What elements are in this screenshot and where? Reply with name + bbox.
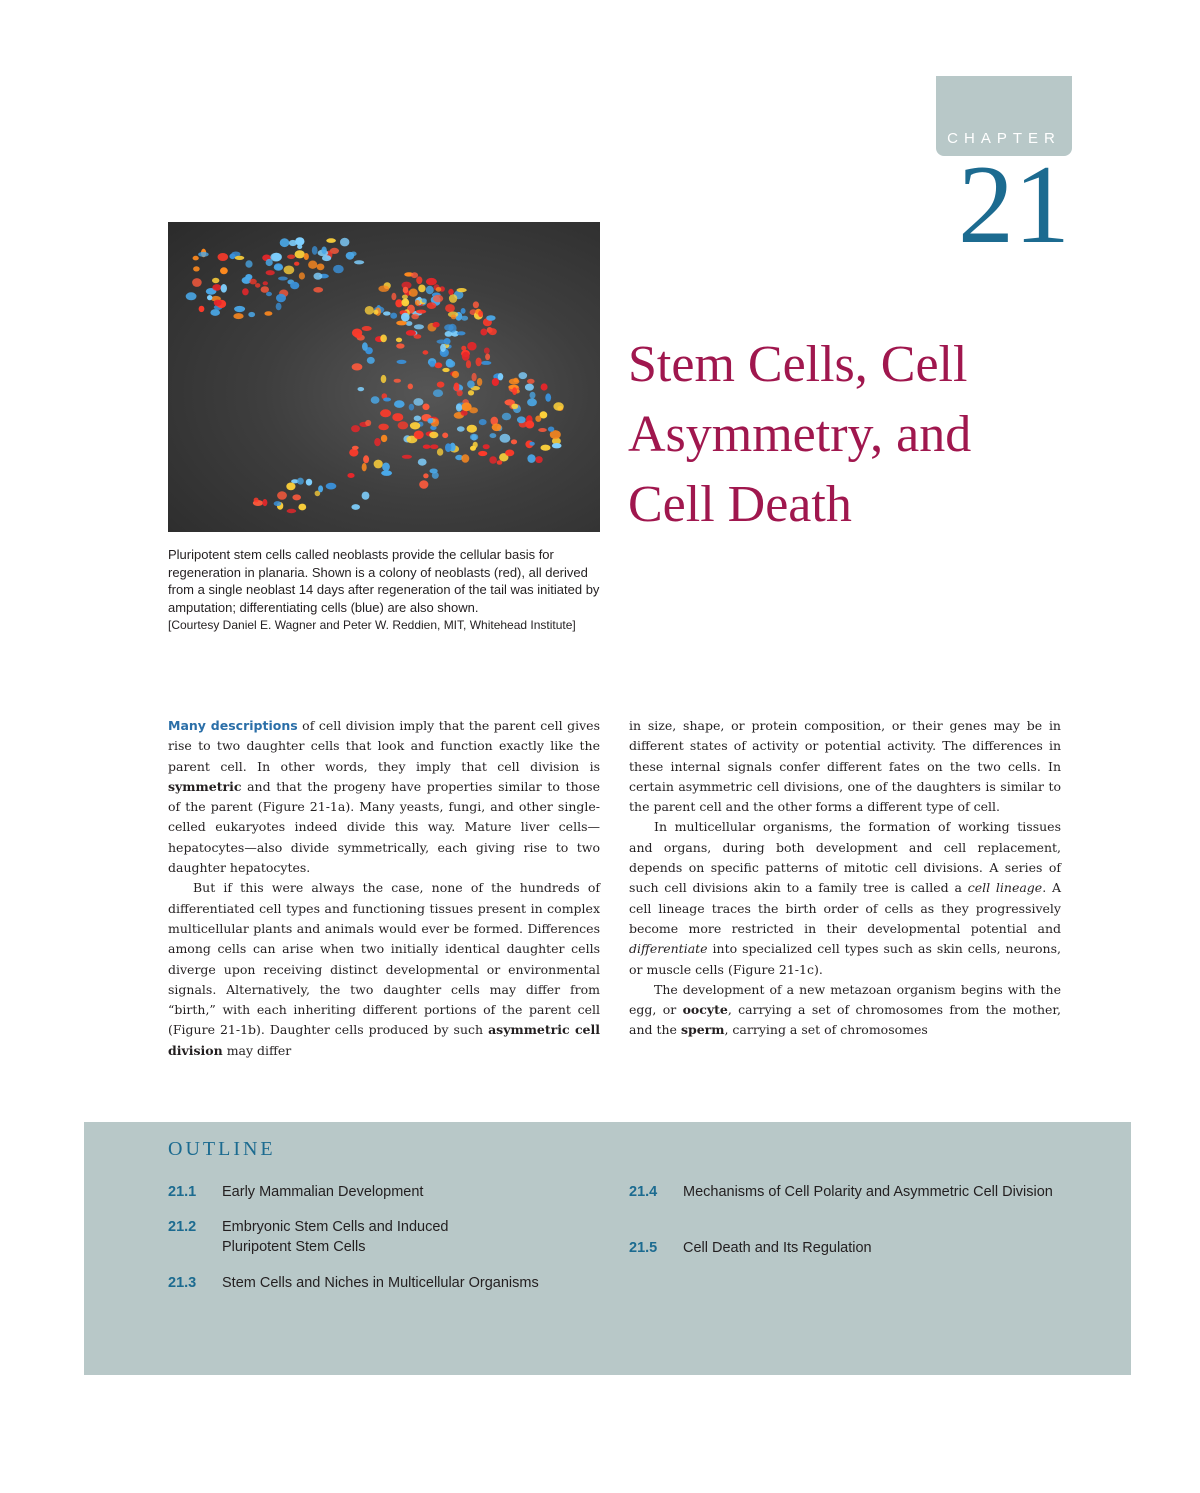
fluorescent-cell: [401, 299, 409, 307]
p5-text-2: , carrying a set of chromosomes from the mother, and the: [629, 1002, 1061, 1038]
fluorescent-cell: [314, 273, 323, 280]
fluorescent-cell: [461, 308, 466, 314]
fluorescent-cell: [306, 479, 312, 486]
paragraph-5: [629, 980, 1061, 1041]
fluorescent-cell: [427, 418, 433, 424]
fluorescent-cell: [193, 266, 200, 271]
fluorescent-cell: [519, 372, 528, 379]
p5-text-1: The development of a new metazoan organism begins with the egg, or: [629, 981, 1061, 1018]
fluorescent-cell: [312, 246, 318, 255]
fluorescent-cell: [433, 389, 443, 397]
fluorescent-cell: [451, 315, 457, 320]
caption-credit: [Courtesy Daniel E. Wagner and Peter W. Reddien, MIT, Whitehead Institute]: [168, 618, 576, 633]
fluorescent-cell: [411, 314, 419, 320]
chapter-number: 21: [958, 143, 1070, 267]
fluorescent-cell: [429, 361, 435, 368]
chapter-label: CHAPTER: [947, 130, 1061, 147]
fluorescent-cell: [287, 509, 297, 513]
term-asymmetric-cell-division: asymmetric cell division: [168, 1022, 601, 1058]
term-oocyte: oocyte: [682, 1002, 728, 1018]
fluorescent-cell: [294, 262, 299, 266]
fluorescent-cell: [266, 259, 273, 266]
fluorescent-cell: [321, 247, 326, 255]
fluorescent-cell: [452, 371, 459, 378]
lead-in: Many descriptions: [168, 718, 298, 733]
fluorescent-cell: [480, 329, 487, 336]
micrograph-cells: [168, 222, 600, 532]
fluorescent-cell: [261, 286, 269, 293]
fluorescent-cell: [488, 328, 496, 335]
fluorescent-cell: [553, 402, 563, 410]
fluorescent-cell: [423, 445, 431, 449]
p4-text-3: into specialized cell types such as skin cells, neurons, or muscle cells (Figure 21-1c).: [629, 941, 1061, 977]
fluorescent-cell: [513, 378, 518, 383]
fluorescent-cell: [530, 392, 536, 399]
fluorescent-cell: [284, 266, 295, 275]
outline-item-number: 21.4: [629, 1184, 658, 1200]
fluorescent-cell: [218, 253, 229, 261]
fluorescent-cell: [457, 288, 467, 292]
fluorescent-cell: [467, 342, 476, 351]
fluorescent-cell: [442, 368, 449, 372]
fluorescent-cell: [394, 400, 405, 408]
fluorescent-cell: [484, 348, 490, 354]
fluorescent-cell: [446, 359, 454, 368]
outline-item-title: Cell Death and Its Regulation: [683, 1240, 872, 1256]
fluorescent-cell: [277, 491, 287, 500]
fluorescent-cell: [448, 289, 453, 295]
fluorescent-cell: [382, 463, 390, 472]
fluorescent-cell: [454, 383, 460, 392]
fluorescent-cell: [473, 301, 479, 308]
fluorescent-cell: [286, 483, 295, 491]
fluorescent-cell: [490, 433, 497, 438]
fluorescent-cell: [527, 454, 535, 463]
fluorescent-cell: [289, 240, 297, 246]
fluorescent-cell: [411, 272, 418, 278]
fluorescent-cell: [472, 373, 477, 381]
fluorescent-cell: [416, 310, 426, 314]
fluorescent-cell: [414, 416, 421, 422]
fluorescent-cell: [367, 357, 375, 364]
outline-item[interactable]: [168, 1273, 608, 1297]
fluorescent-cell: [326, 483, 337, 490]
outline-item[interactable]: [629, 1238, 1069, 1262]
fluorescent-cell: [477, 378, 482, 386]
fluorescent-cell: [380, 409, 391, 417]
fluorescent-cell: [444, 338, 451, 345]
fluorescent-cell: [505, 450, 514, 457]
outline-item[interactable]: [168, 1217, 608, 1261]
outline-item-title: Stem Cells and Niches in Multicellular Organisms: [222, 1275, 539, 1291]
fluorescent-cell: [429, 432, 438, 439]
fluorescent-cell: [427, 302, 437, 309]
fluorescent-cell: [489, 456, 497, 463]
fluorescent-cell: [409, 289, 418, 297]
fluorescent-cell: [358, 387, 365, 391]
title-line-1: Stem Cells, Cell: [628, 336, 968, 393]
fluorescent-cell: [467, 380, 475, 388]
fluorescent-cell: [270, 253, 281, 262]
fluorescent-cell: [469, 407, 478, 413]
outline-heading: OUTLINE: [168, 1138, 276, 1160]
fluorescent-cell: [448, 324, 456, 333]
fluorescent-cell: [483, 444, 490, 449]
fluorescent-cell: [193, 256, 199, 261]
fluorescent-cell: [278, 277, 288, 281]
fluorescent-cell: [214, 300, 222, 306]
fluorescent-cell: [529, 442, 534, 446]
fluorescent-cell: [525, 421, 534, 429]
outline-item[interactable]: [629, 1182, 1069, 1226]
fluorescent-cell: [266, 292, 272, 296]
fluorescent-cell: [381, 470, 392, 476]
fluorescent-cell: [380, 335, 387, 343]
fluorescent-cell: [207, 295, 212, 300]
fluorescent-cell: [298, 504, 306, 511]
fluorescent-cell: [362, 342, 368, 351]
fluorescent-cell: [413, 398, 423, 406]
fluorescent-cell: [362, 463, 367, 471]
fluorescent-cell: [255, 283, 260, 288]
fluorescent-cell: [234, 306, 245, 312]
fluorescent-cell: [351, 504, 360, 510]
fluorescent-cell: [254, 498, 259, 503]
fluorescent-cell: [410, 422, 420, 429]
outline-item-number: 21.3: [168, 1275, 197, 1291]
fluorescent-cell: [383, 311, 391, 315]
fluorescent-cell: [352, 446, 359, 450]
paragraph-2: [168, 878, 600, 1061]
fluorescent-cell: [462, 352, 470, 361]
fluorescent-cell: [423, 473, 428, 478]
fluorescent-cell: [403, 287, 409, 294]
fluorescent-cell: [392, 413, 403, 421]
fluorescent-cell: [468, 390, 474, 395]
fluorescent-cell: [292, 494, 301, 500]
fluorescent-cell: [445, 304, 455, 312]
fluorescent-cell: [297, 478, 304, 485]
fluorescent-cell: [470, 446, 476, 451]
fluorescent-cell: [511, 404, 518, 409]
fluorescent-cell: [192, 278, 202, 287]
fluorescent-cell: [276, 294, 286, 303]
fluorescent-cell: [297, 244, 302, 249]
fluorescent-cell: [478, 451, 487, 456]
p2-text-1: But if this were always the case, none of the hundreds of differentiated cell types and functioning tissues present in complex multicellular plants and animals would ever be formed. Differences among cells can arise when two initially identical daughter cells diverge upon receiving distinct developmental or environmental signals. Alternatively, the two daughter cells may differ from “birth,” with each inheriting different portions of the parent cell (Figure 21-1b). Daughter cells produced by such: [168, 880, 600, 1038]
fluorescent-cell: [423, 350, 429, 354]
fluorescent-cell: [418, 459, 427, 466]
fluorescent-cell: [346, 252, 355, 260]
fluorescent-cell: [481, 361, 492, 365]
fluorescent-cell: [527, 398, 537, 406]
fluorescent-cell: [242, 288, 249, 295]
fluorescent-cell: [433, 322, 440, 328]
fluorescent-cell: [351, 425, 360, 432]
body-column-right: [629, 716, 1061, 1041]
fluorescent-cell: [402, 455, 412, 459]
fluorescent-cell: [212, 278, 219, 283]
fluorescent-cell: [299, 272, 305, 279]
outline-item-title: Early Mammalian Development: [222, 1184, 424, 1200]
fluorescent-cell: [408, 384, 413, 390]
fluorescent-cell: [245, 260, 252, 268]
fluorescent-cell: [396, 343, 404, 348]
fluorescent-cell: [430, 444, 438, 449]
fluorescent-cell: [445, 443, 451, 452]
fluorescent-cell: [466, 360, 471, 368]
fluorescent-cell: [317, 264, 325, 271]
fluorescent-cell: [280, 238, 290, 247]
fluorescent-cell: [313, 287, 323, 293]
fluorescent-cell: [437, 448, 443, 456]
fluorescent-cell: [340, 238, 349, 247]
fluorescent-cell: [381, 435, 387, 442]
term-differentiate: differentiate: [629, 941, 708, 957]
fluorescent-cell: [220, 267, 228, 274]
fluorescent-cell: [456, 404, 462, 412]
fluorescent-cell: [290, 282, 299, 290]
fluorescent-cell: [467, 425, 477, 433]
fluorescent-cell: [548, 427, 554, 432]
fluorescent-cell: [349, 449, 358, 457]
fluorescent-cell: [333, 265, 344, 273]
fluorescent-cell: [418, 285, 425, 293]
fluorescent-cell: [354, 260, 364, 264]
fluorescent-cell: [541, 383, 548, 390]
fluorescent-cell: [352, 363, 363, 370]
fluorescent-cell: [486, 315, 495, 321]
fluorescent-cell: [527, 379, 535, 384]
fluorescent-cell: [552, 443, 562, 448]
fluorescent-cell: [485, 354, 490, 361]
fluorescent-cell: [221, 284, 227, 293]
fluorescent-cell: [229, 254, 235, 260]
fluorescent-cell: [440, 344, 446, 352]
fluorescent-cell: [492, 424, 502, 432]
fluorescent-cell: [381, 375, 387, 383]
outline-item-number: 21.2: [168, 1219, 197, 1235]
fluorescent-cell: [390, 313, 397, 319]
fluorescent-cell: [437, 382, 445, 388]
fluorescent-cell: [435, 362, 443, 368]
body-column-left: [168, 716, 600, 1061]
fluorescent-cell: [433, 295, 443, 303]
term-symmetric: symmetric: [168, 778, 242, 794]
fluorescent-cell: [274, 501, 282, 506]
fluorescent-cell: [406, 330, 416, 336]
fluorescent-cell: [347, 473, 354, 478]
fluorescent-cell: [198, 252, 209, 257]
fluorescent-cell: [476, 358, 482, 367]
fluorescent-cell: [449, 294, 457, 303]
fluorescent-cell: [535, 416, 541, 422]
fluorescent-cell: [541, 445, 551, 451]
p4-text-1: In multicellular organisms, the formation of working tissues and organs, during both development and cell replacement, depends on specific patterns of mitotic cell divisions. A series of such cell divisions akin to a family tree is called a: [629, 819, 1061, 896]
fluorescent-cell: [406, 321, 413, 326]
fluorescent-cell: [461, 316, 468, 321]
fluorescent-cell: [362, 492, 370, 500]
fluorescent-cell: [498, 373, 503, 380]
fluorescent-cell: [266, 270, 275, 275]
outline-item-title: Embryonic Stem Cells and Induced Pluripotent Stem Cells: [222, 1219, 449, 1255]
fluorescent-cell: [249, 279, 256, 285]
outline-item-title: Mechanisms of Cell Polarity and Asymmetric Cell Division: [683, 1184, 1053, 1200]
fluorescent-cell: [210, 309, 220, 316]
fluorescent-cell: [492, 378, 499, 386]
fluorescent-cell: [436, 287, 442, 292]
fluorescent-cell: [426, 278, 437, 285]
fluorescent-cell: [478, 311, 483, 318]
fluorescent-cell: [442, 433, 448, 439]
fluorescent-cell: [414, 431, 424, 440]
fluorescent-cell: [233, 313, 243, 319]
fluorescent-cell: [365, 306, 374, 315]
p4-text-2: . A cell lineage traces the birth order of cells as they progressively become more restricted in their developmental potential and: [629, 880, 1061, 936]
fluorescent-cell: [461, 346, 466, 351]
fluorescent-cell: [295, 250, 305, 258]
term-cell-lineage: cell lineage: [967, 880, 1043, 896]
title-line-3: Cell Death: [628, 476, 852, 533]
fluorescent-cell: [263, 281, 268, 285]
fluorescent-cell: [326, 238, 336, 243]
fluorescent-cell: [373, 310, 378, 315]
caption-text: Pluripotent stem cells called neoblasts provide the cellular basis for regeneration in planaria. Shown is a colony of neoblasts (red), all derived from a single neoblast 14 days after regeneration of the tail was initiated by amputation; differentiating cells (blue) are also shown.: [168, 547, 600, 615]
fluorescent-cell: [422, 404, 429, 411]
fluorescent-cell: [391, 293, 396, 301]
fluorescent-cell: [397, 360, 407, 364]
fluorescent-cell: [394, 379, 401, 383]
fluorescent-cell: [371, 396, 380, 404]
fluorescent-cell: [378, 424, 389, 431]
fluorescent-cell: [276, 303, 282, 310]
fluorescent-cell: [374, 438, 381, 446]
fluorescent-cell: [517, 416, 526, 423]
p5-text-3: , carrying a set of chromosomes: [724, 1022, 928, 1038]
fluorescent-cell: [235, 256, 245, 260]
fluorescent-cell: [479, 419, 487, 425]
fluorescent-cell: [422, 298, 427, 302]
paragraph-1: [168, 716, 600, 878]
fluorescent-cell: [470, 434, 478, 441]
fluorescent-cell: [525, 384, 534, 391]
fluorescent-cell: [426, 286, 434, 294]
fluorescent-cell: [401, 313, 410, 322]
fluorescent-cell: [352, 329, 362, 338]
p2-text-2: may differ: [222, 1042, 292, 1058]
fluorescent-cell: [416, 276, 422, 284]
fluorescent-cell: [414, 334, 422, 339]
paragraph-4: [629, 817, 1061, 979]
fluorescent-cell: [398, 421, 409, 429]
fluorescent-cell: [199, 306, 205, 312]
fluorescent-cell: [374, 460, 383, 469]
fluorescent-cell: [363, 455, 369, 463]
fluorescent-cell: [419, 480, 428, 489]
chapter-title: [628, 330, 1088, 540]
fluorescent-cell: [248, 312, 255, 317]
fluorescent-cell: [308, 261, 317, 269]
fluorescent-cell: [535, 456, 542, 463]
fluorescent-cell: [414, 324, 424, 329]
fluorescent-cell: [502, 413, 511, 420]
fluorescent-cell: [512, 387, 517, 395]
outline-item-number: 21.1: [168, 1184, 197, 1200]
fluorescent-cell: [511, 439, 517, 444]
fluorescent-cell: [402, 295, 408, 300]
fluorescent-cell: [409, 404, 414, 411]
fluorescent-cell: [500, 434, 511, 443]
fluorescent-cell: [415, 300, 420, 306]
fluorescent-cell: [396, 338, 402, 343]
outline-item-number: 21.5: [629, 1240, 658, 1256]
fluorescent-cell: [362, 326, 372, 331]
fluorescent-cell: [304, 253, 309, 260]
fluorescent-cell: [497, 460, 503, 465]
fluorescent-cell: [383, 398, 391, 402]
p1-text-2: and that the progeny have properties similar to those of the parent (Figure 21-1a). Many yeasts, fungi, and other single-celled eukaryotes indeed divide this way. Mature liver cells—hepatocytes—also divide symmetrically, each giving rise to two daughter hepatocytes.: [168, 778, 600, 876]
fluorescent-cell: [457, 426, 465, 431]
title-line-2: Asymmetry, and: [628, 406, 972, 463]
fluorescent-cell: [365, 420, 371, 426]
paragraph-3: in size, shape, or protein composition, or their genes may be in different states of activity or potential activity. The differences in these internal signals confer different fates on the two cells. In certain asymmetric cell divisions, one of the daughters is similar to the parent cell and the other forms a different type of cell.: [629, 718, 1061, 815]
fluorescent-cell: [186, 292, 197, 300]
fluorescent-cell: [287, 255, 295, 260]
fluorescent-cell: [264, 311, 272, 316]
fluorescent-cell: [461, 454, 469, 463]
fluorescent-cell: [212, 284, 221, 291]
outline-item[interactable]: [168, 1182, 608, 1206]
neoblast-micrograph: [168, 222, 600, 532]
fluorescent-cell: [432, 472, 439, 479]
fluorescent-cell: [318, 485, 323, 492]
fluorescent-cell: [545, 393, 551, 401]
figure-caption: [168, 546, 608, 635]
fluorescent-cell: [538, 428, 547, 432]
p1-text-1: of cell division imply that the parent cell gives rise to two daughter cells that look and function exactly like the parent cell. In other words, they imply that cell division is: [168, 718, 600, 774]
fluorescent-cell: [274, 264, 283, 271]
term-sperm: sperm: [680, 1022, 725, 1038]
fluorescent-cell: [378, 286, 389, 292]
fluorescent-cell: [457, 331, 466, 335]
fluorescent-cell: [262, 499, 267, 506]
